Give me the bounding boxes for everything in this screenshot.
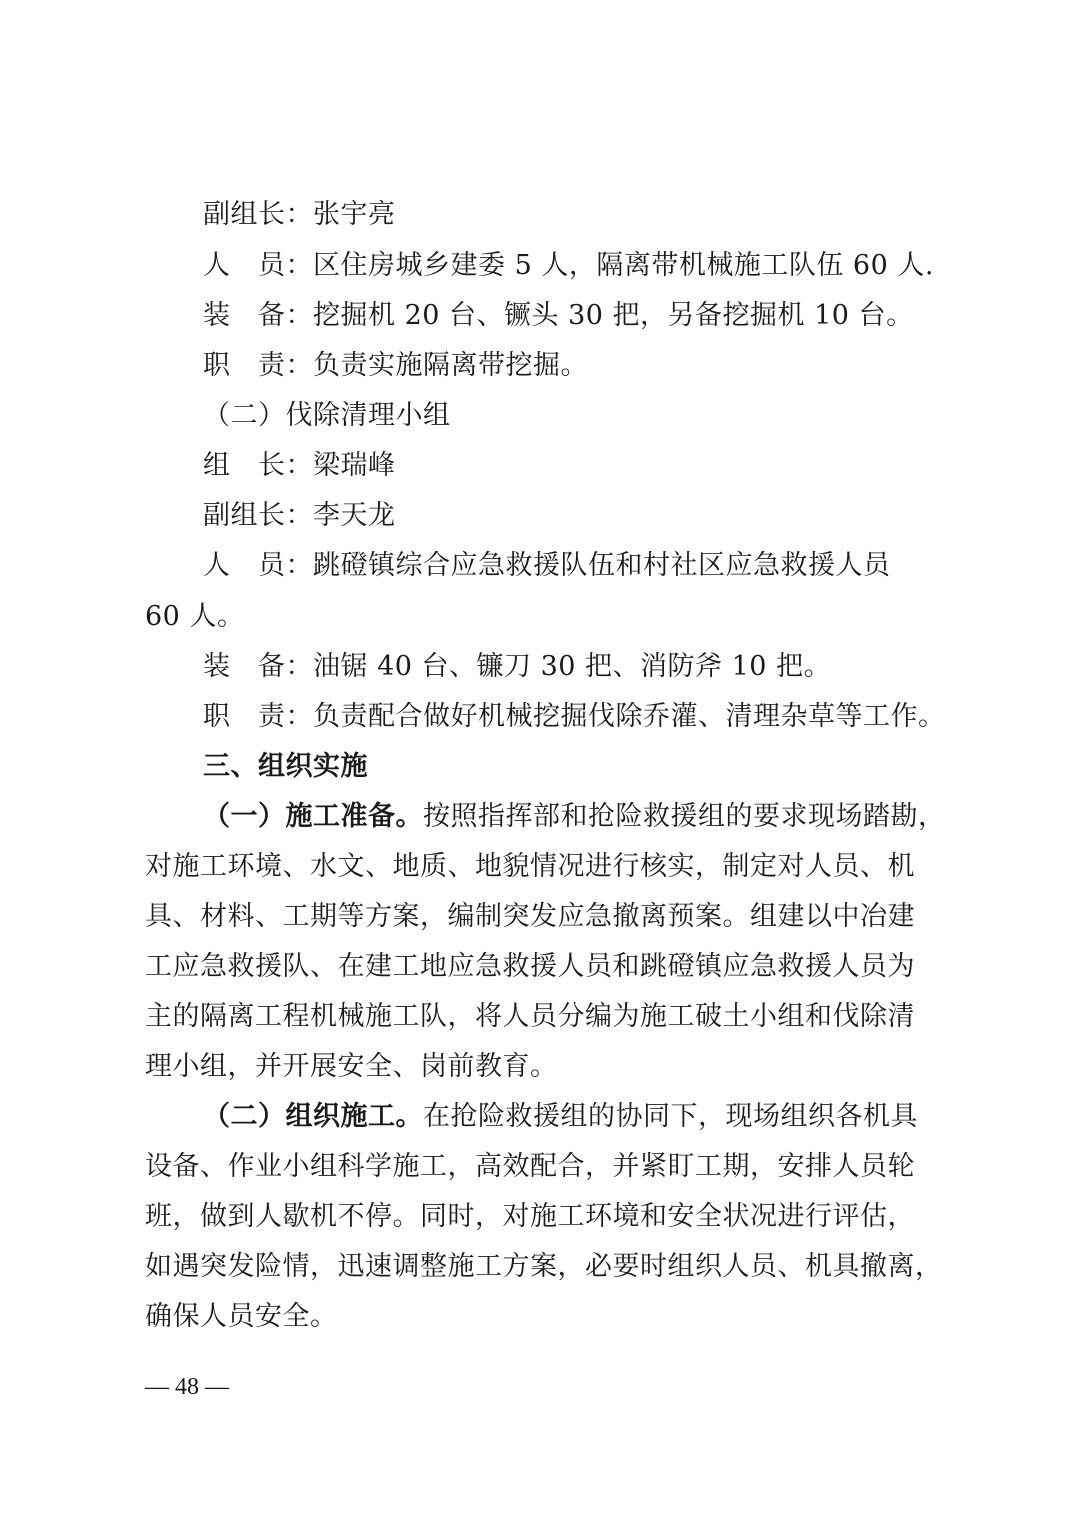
paragraph-2-line-1-rest: 在抢险救援组的协同下，现场组织各机具 <box>423 1101 918 1132</box>
paragraph-1-line-3: 具、材料、工期等方案，编制突发应急撤离预案。组建以中冶建 <box>145 901 915 932</box>
equipment-line: 装 备：挖掘机 20 台、镢头 30 把，另备挖掘机 10 台。 <box>203 300 914 331</box>
personnel-line-2-cont: 60 人。 <box>145 601 245 632</box>
paragraph-1-lead: （一）施工准备。 <box>203 801 423 832</box>
deputy-leader-line-2: 副组长：李天龙 <box>203 500 396 531</box>
duty-line-2: 职 责：负责配合做好机械挖掘伐除乔灌、清理杂草等工作。 <box>203 701 946 732</box>
paragraph-2-line-3: 班，做到人歇机不停。同时，对施工环境和安全状况进行评估， <box>145 1201 915 1232</box>
leader-line: 组 长：梁瑞峰 <box>203 450 396 481</box>
chapter-heading-3: 三、组织实施 <box>203 751 368 782</box>
paragraph-2-line-5: 确保人员安全。 <box>145 1301 338 1332</box>
personnel-line-2: 人 员：跳磴镇综合应急救援队伍和村社区应急救援人员 <box>203 550 891 581</box>
paragraph-1-line-1-rest: 按照指挥部和抢险救援组的要求现场踏勘， <box>423 801 946 832</box>
paragraph-1-line-4: 工应急救援队、在建工地应急救援人员和跳磴镇应急救援人员为 <box>145 951 915 982</box>
paragraph-2-line-2: 设备、作业小组科学施工，高效配合，并紧盯工期，安排人员轮 <box>145 1151 915 1182</box>
paragraph-1-line-5: 主的隔离工程机械施工队，将人员分编为施工破土小组和伐除清 <box>145 1001 915 1032</box>
personnel-line: 人 员：区住房城乡建委 5 人，隔离带机械施工队伍 60 人. <box>203 250 934 281</box>
paragraph-2-line-1 <box>203 1103 918 1130</box>
paragraph-2-lead: （二）组织施工。 <box>203 1101 423 1132</box>
section-heading-2: （二）伐除清理小组 <box>203 400 451 431</box>
deputy-leader-line: 副组长：张宇亮 <box>203 199 396 230</box>
equipment-line-2: 装 备：油锯 40 台、镰刀 30 把、消防斧 10 把。 <box>203 651 832 682</box>
paragraph-2-line-4: 如遇突发险情，迅速调整施工方案，必要时组织人员、机具撤离， <box>145 1251 943 1282</box>
page-number: — 48 — <box>145 1374 229 1400</box>
paragraph-1-line-2: 对施工环境、水文、地质、地貌情况进行核实，制定对人员、机 <box>145 851 915 882</box>
duty-line: 职 责：负责实施隔离带挖掘。 <box>203 350 588 381</box>
paragraph-1-line-6: 理小组，并开展安全、岗前教育。 <box>145 1051 558 1082</box>
paragraph-1-line-1 <box>203 803 946 830</box>
